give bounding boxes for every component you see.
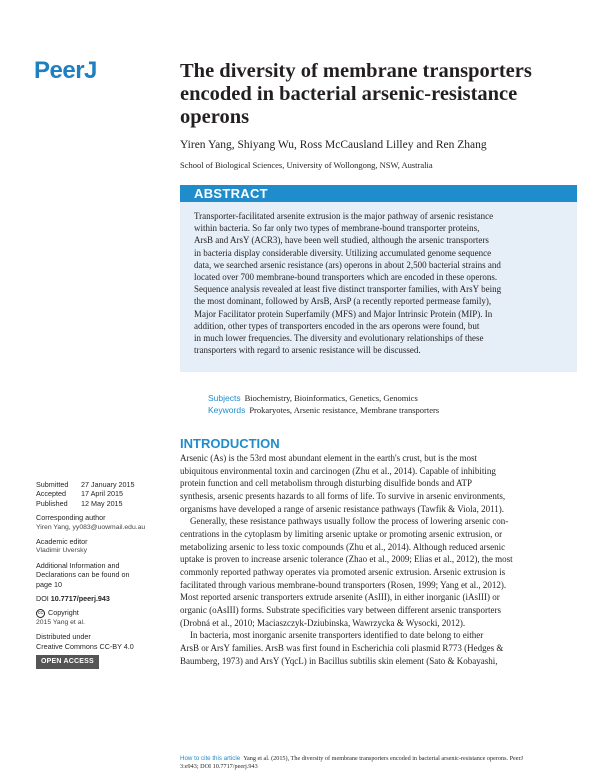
intro-line: (Drobná et al., 2010; Maciaszczyk-Dziubinska, Wawrzycka & Wysocki, 2012). <box>180 617 466 628</box>
editor-name: Vladimir Uversky <box>36 547 87 555</box>
abstract-line: Sequence analysis revealed at least five distinct transporter families, with ArsY being <box>194 284 502 295</box>
abstract-line: the most dominant, followed by ArsB, ArsP (a recently reported permease family), <box>194 296 492 307</box>
keywords-value: Prokaryotes, Arsenic resistance, Membrane transporters <box>249 405 440 415</box>
doi-link[interactable]: 10.7717/peerj.943 <box>50 594 110 604</box>
additional-info[interactable] <box>36 561 154 589</box>
accepted-row <box>36 489 154 498</box>
introduction-heading: INTRODUCTION <box>180 436 280 451</box>
article-info-sidebar <box>36 480 154 669</box>
abstract-line: data, we searched arsenic resistance (ars) operons in about 2,500 bacterial strains and <box>194 259 501 270</box>
abstract-heading: ABSTRACT <box>194 186 268 201</box>
intro-line: metabolizing arsenic to less toxic compounds (Zhu et al., 2014). Although reduced arsenic <box>180 541 506 552</box>
academic-editor <box>36 537 154 556</box>
intro-line: facilitated through various membrane-bound transporters (Rosen, 1999; Yang et al., 2012). <box>180 579 507 590</box>
keywords-label: Keywords <box>208 405 246 415</box>
intro-line: organisms have developed a range of arsenic resistance pathways (Tawfik & Viola, 2011). <box>180 503 505 514</box>
creative-commons-icon: cc <box>38 610 43 617</box>
intro-line: synthesis, arsenic presents hazards to all forms of life. To survive in arsenic environments, <box>180 490 506 501</box>
submitted-date: 27 January 2015 <box>81 480 135 489</box>
addinfo-line: Declarations can be found on <box>36 570 130 580</box>
license-line: Distributed under <box>36 632 91 642</box>
submitted-row <box>36 480 154 489</box>
published-row <box>36 499 154 508</box>
addinfo-line: Additional Information and <box>36 560 120 570</box>
abstract-line: addition, other types of transporters encoded in the ars operons were found, but <box>194 320 480 331</box>
open-access-badge: OPEN ACCESS <box>36 655 99 668</box>
article-title: The diversity of membrane transporters encoded in bacterial arsenic-resistance operons <box>180 60 532 128</box>
copyright-value: 2015 Yang et al. <box>36 619 85 627</box>
citation-footer <box>180 755 577 771</box>
abstract-text <box>194 210 570 356</box>
submitted-label: Submitted <box>36 480 69 489</box>
abstract-line: Major Facilitator protein Superfamily (MFS) and Major Intrinsic Protein (MIP). In <box>194 308 493 319</box>
intro-line: Generally, these resistance pathways usually follow the process of lowering arsenic con- <box>190 516 509 527</box>
doi-row <box>36 594 154 603</box>
copyright-block <box>36 608 154 627</box>
subjects-label: Subjects <box>208 393 241 403</box>
intro-line: Most reported arsenic transporters extrude arsenite (AsIII), in either inorganic (iAsIII) or <box>180 592 500 603</box>
abstract-line: ArsB and ArsY (ACR3), have been well studied, although the arsenic transporters <box>194 235 489 246</box>
author-list: Yiren Yang, Shiyang Wu, Ross McCausland Lilley and Ren Zhang <box>180 139 487 151</box>
intro-line: commonly reported pathway operates via promoted arsenic extrusion. Arsenic extrusion is <box>180 566 506 577</box>
abstract-line: Transporter-facilitated arsenite extrusion is the major pathway of arsenic resistance <box>194 211 494 221</box>
cite-text: Yang et al. (2015), The diversity of membrane transporters encoded in bacterial arsenic-resistance operons. PeerJ <box>243 755 524 762</box>
subjects-row <box>208 393 418 403</box>
cite-doi: 3:e943; DOI 10.7717/peerj.943 <box>180 763 258 770</box>
abstract-heading-bar <box>180 185 577 202</box>
intro-line: organic (oAsIII) forms. Substrate specificities vary between different arsenic transporters <box>180 604 502 615</box>
affiliation: School of Biological Sciences, University of Wollongong, NSW, Australia <box>180 160 433 170</box>
intro-line: ubiquitous environmental toxin and carcinogen (Zhu et al., 2014). Capable of inhibiting <box>180 465 496 476</box>
editor-label: Academic editor <box>36 537 88 547</box>
published-label: Published <box>36 498 68 508</box>
cite-label: How to cite this article <box>180 755 241 762</box>
corr-email[interactable]: Yiren Yang, yy083@uowmail.edu.au <box>36 523 146 531</box>
license-block <box>36 632 154 651</box>
corr-label: Corresponding author <box>36 513 106 523</box>
intro-line: In bacteria, most inorganic arsenite transporters identified to date belong to either <box>190 630 484 641</box>
peerj-logo: PeerJ <box>34 57 97 84</box>
intro-line: centrations in the cytoplasm by limiting arsenic uptake or promoting arsenic extrusion, or <box>180 528 503 539</box>
corresponding-author <box>36 513 154 532</box>
abstract-line: in much lower frequencies. The diversity and evolutionary relationships of these <box>194 333 484 344</box>
abstract-line: located over 700 membrane-bound transporters which are encoded in these operons. <box>194 272 498 283</box>
intro-line: Baumberg, 1973) and ArsY (YqcL) in Bacillus subtilis skin element (Sato & Kobayashi, <box>180 655 498 666</box>
accepted-label: Accepted <box>36 489 66 499</box>
addinfo-line: page 10 <box>36 579 62 589</box>
intro-line: protein function and cell metabolism through disturbing disulfide bonds and ATP <box>180 478 472 489</box>
abstract-line: in bacteria display considerable diversity. Utilizing accumulated genome sequence <box>194 247 492 258</box>
intro-line: Arsenic (As) is the 53rd most abundant element in the earth's crust, but is the most <box>180 453 478 463</box>
intro-line: uptake is proven to increase arsenic tolerance (Zhao et al., 2009; Elias et al., 2012), the most <box>180 554 513 565</box>
introduction-body <box>180 452 577 667</box>
abstract-line: transporters with regard to arsenic resistance will be discussed. <box>194 345 421 356</box>
copyright-label: Copyright <box>48 608 79 618</box>
keywords-row <box>208 405 439 415</box>
doi-label: DOI <box>36 594 49 604</box>
accepted-date: 17 April 2015 <box>81 489 123 499</box>
abstract-line: within bacteria. So far only two types of membrane-bound transporter proteins, <box>194 223 480 234</box>
license-link[interactable]: Creative Commons CC-BY 4.0 <box>36 641 134 651</box>
intro-line: ArsB or ArsY families. ArsB was first found in Escherichia coli plasmid R773 (Hedges & <box>180 642 504 653</box>
published-date: 12 May 2015 <box>81 498 123 508</box>
subjects-value: Biochemistry, Bioinformatics, Genetics, Genomics <box>244 393 418 403</box>
